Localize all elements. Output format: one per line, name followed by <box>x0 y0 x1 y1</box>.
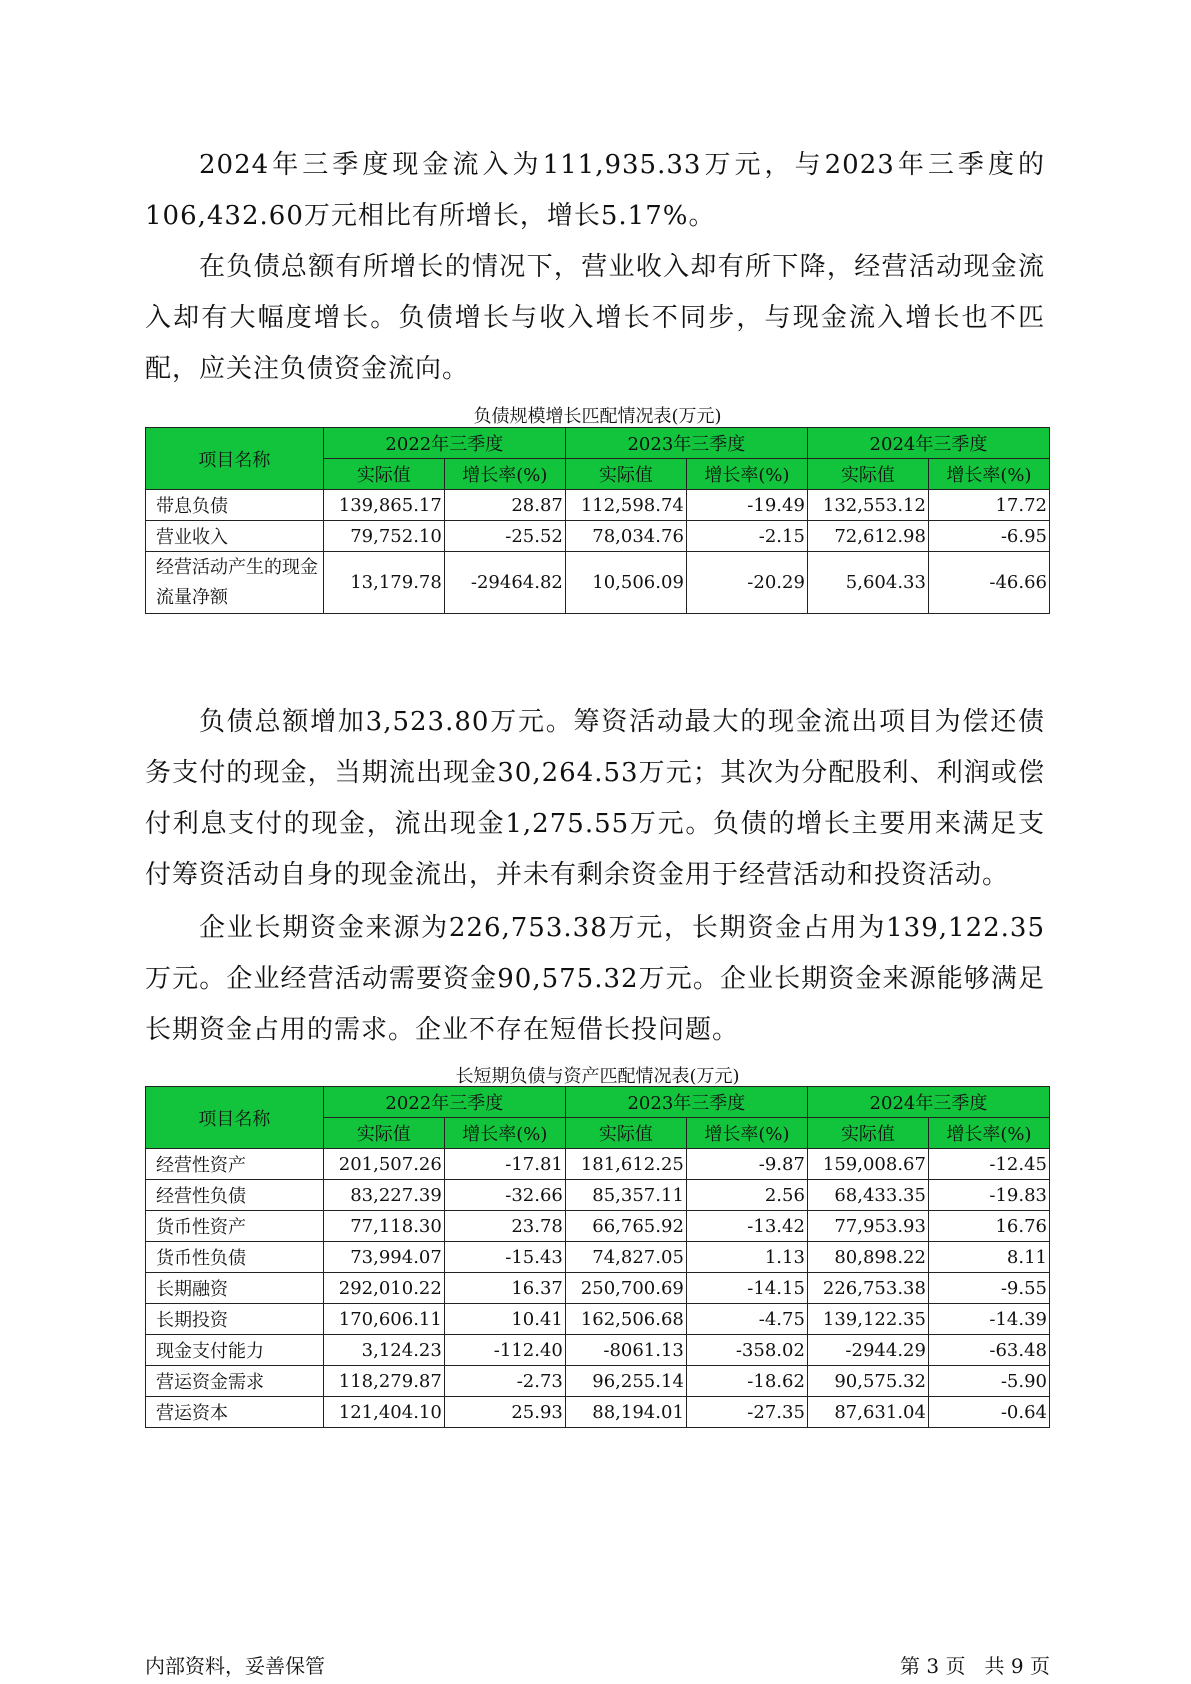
table-cell: 8.11 <box>928 1242 1049 1273</box>
subheader-actual: 实际值 <box>565 1118 686 1149</box>
subheader-growth: 增长率(%) <box>686 459 807 490</box>
table-cell: 118,279.87 <box>323 1366 444 1397</box>
row-label: 经营性负债 <box>146 1180 324 1211</box>
table-cell: 78,034.76 <box>565 521 686 552</box>
table-cell: 80,898.22 <box>807 1242 928 1273</box>
row-label: 经营活动产生的现金流量净额 <box>146 552 324 614</box>
row-label: 货币性负债 <box>146 1242 324 1273</box>
table-row <box>146 1149 1050 1180</box>
table-cell: -19.83 <box>928 1180 1049 1211</box>
table-row <box>146 490 1050 521</box>
table-cell: 25.93 <box>444 1397 565 1428</box>
table-cell: 162,506.68 <box>565 1304 686 1335</box>
table-cell: -15.43 <box>444 1242 565 1273</box>
table-cell: 72,612.98 <box>807 521 928 552</box>
table-cell: -27.35 <box>686 1397 807 1428</box>
table-cell: 16.76 <box>928 1211 1049 1242</box>
table-cell: 88,194.01 <box>565 1397 686 1428</box>
table-cell: 77,953.93 <box>807 1211 928 1242</box>
table-row <box>146 1335 1050 1366</box>
table-cell: -18.62 <box>686 1366 807 1397</box>
row-label: 经营性资产 <box>146 1149 324 1180</box>
table-cell: 16.37 <box>444 1273 565 1304</box>
table-cell: -12.45 <box>928 1149 1049 1180</box>
table-row <box>146 1180 1050 1211</box>
liability-growth-table <box>145 427 1050 614</box>
table-cell: -2944.29 <box>807 1335 928 1366</box>
subheader-growth: 增长率(%) <box>444 1118 565 1149</box>
column-header-item-name: 项目名称 <box>146 1087 324 1149</box>
table-cell: 13,179.78 <box>323 552 444 614</box>
table-cell: 2.56 <box>686 1180 807 1211</box>
paragraph-liability-growth: 在负债总额有所增长的情况下，营业收入却有所下降，经营活动现金流入却有大幅度增长。负债增长与收入增长不同步，与现金流入增长也不匹配，应关注负债资金流向。 <box>145 252 1045 384</box>
table-cell: -4.75 <box>686 1304 807 1335</box>
table-cell: -2.15 <box>686 521 807 552</box>
table-cell: 74,827.05 <box>565 1242 686 1273</box>
table-cell: -2.73 <box>444 1366 565 1397</box>
table-cell: -19.49 <box>686 490 807 521</box>
table-cell: 28.87 <box>444 490 565 521</box>
table-cell: -29464.82 <box>444 552 565 614</box>
row-label: 长期投资 <box>146 1304 324 1335</box>
table-cell: -13.42 <box>686 1211 807 1242</box>
table2-body <box>146 1149 1050 1428</box>
table-row <box>146 552 1050 614</box>
table-cell: -8061.13 <box>565 1335 686 1366</box>
subheader-growth: 增长率(%) <box>928 1118 1049 1149</box>
table-cell: -20.29 <box>686 552 807 614</box>
table-cell: 250,700.69 <box>565 1273 686 1304</box>
table-cell: -14.15 <box>686 1273 807 1304</box>
period-header-2022q3: 2022年三季度 <box>323 428 565 459</box>
table-row <box>146 1242 1050 1273</box>
table-cell: -46.66 <box>928 552 1049 614</box>
row-label: 现金支付能力 <box>146 1335 324 1366</box>
paragraph-long-term-funds: 企业长期资金来源为226,753.38万元，长期资金占用为139,122.35万元。企业经营活动需要资金90,575.32万元。企业长期资金来源能够满足长期资金占用的需求。企业不存在短借长投问题。 <box>145 913 1045 1045</box>
table-cell: 79,752.10 <box>323 521 444 552</box>
table-cell: 201,507.26 <box>323 1149 444 1180</box>
table-cell: -358.02 <box>686 1335 807 1366</box>
table-cell: -9.87 <box>686 1149 807 1180</box>
column-header-item-name: 项目名称 <box>146 428 324 490</box>
row-label: 营运资金需求 <box>146 1366 324 1397</box>
subheader-actual: 实际值 <box>807 459 928 490</box>
footer-confidential-note: 内部资料，妥善保管 <box>145 1654 325 1678</box>
period-header-2024q3: 2024年三季度 <box>807 1087 1049 1118</box>
table-row <box>146 1304 1050 1335</box>
table-cell: 139,865.17 <box>323 490 444 521</box>
paragraph-cash-inflow: 2024年三季度现金流入为111,935.33万元，与2023年三季度的106,432.60万元相比有所增长，增长5.17%。 <box>145 150 1045 231</box>
table-cell: -14.39 <box>928 1304 1049 1335</box>
table-cell: 170,606.11 <box>323 1304 444 1335</box>
table-row <box>146 1273 1050 1304</box>
subheader-actual: 实际值 <box>323 459 444 490</box>
table-cell: -112.40 <box>444 1335 565 1366</box>
table-cell: 121,404.10 <box>323 1397 444 1428</box>
table-row <box>146 521 1050 552</box>
table-cell: 85,357.11 <box>565 1180 686 1211</box>
row-label: 营运资本 <box>146 1397 324 1428</box>
table-cell: 292,010.22 <box>323 1273 444 1304</box>
table-cell: 73,994.07 <box>323 1242 444 1273</box>
table-cell: 112,598.74 <box>565 490 686 521</box>
table-cell: 5,604.33 <box>807 552 928 614</box>
table-cell: -6.95 <box>928 521 1049 552</box>
paragraph-liability-uses: 负债总额增加3,523.80万元。筹资活动最大的现金流出项目为偿还债务支付的现金，当期流出现金30,264.53万元；其次为分配股利、利润或偿付利息支付的现金，流出现金1,275.55万元。负债的增长主要用来满足支付筹资活动自身的现金流出，并未有剩余资金用于经营活动和投资活动。 <box>145 707 1045 890</box>
subheader-growth: 增长率(%) <box>686 1118 807 1149</box>
table-cell: -32.66 <box>444 1180 565 1211</box>
table-cell: -25.52 <box>444 521 565 552</box>
table-row <box>146 1366 1050 1397</box>
table-row <box>146 1211 1050 1242</box>
table-cell: -9.55 <box>928 1273 1049 1304</box>
period-header-2022q3: 2022年三季度 <box>323 1087 565 1118</box>
asset-liability-match-table <box>145 1086 1050 1428</box>
table-cell: 3,124.23 <box>323 1335 444 1366</box>
row-label: 带息负债 <box>146 490 324 521</box>
table-cell: -5.90 <box>928 1366 1049 1397</box>
table-cell: 90,575.32 <box>807 1366 928 1397</box>
subheader-actual: 实际值 <box>565 459 686 490</box>
table-cell: 83,227.39 <box>323 1180 444 1211</box>
table-cell: 68,433.35 <box>807 1180 928 1211</box>
table-cell: 77,118.30 <box>323 1211 444 1242</box>
table1-caption: 负债规模增长匹配情况表(万元) <box>473 406 722 427</box>
table-cell: 1.13 <box>686 1242 807 1273</box>
row-label: 长期融资 <box>146 1273 324 1304</box>
table-cell: 23.78 <box>444 1211 565 1242</box>
subheader-growth: 增长率(%) <box>928 459 1049 490</box>
table-row <box>146 1397 1050 1428</box>
table-cell: 132,553.12 <box>807 490 928 521</box>
table-cell: 66,765.92 <box>565 1211 686 1242</box>
table-cell: 17.72 <box>928 490 1049 521</box>
table-cell: 226,753.38 <box>807 1273 928 1304</box>
period-header-2024q3: 2024年三季度 <box>807 428 1049 459</box>
table-cell: -63.48 <box>928 1335 1049 1366</box>
table-cell: 159,008.67 <box>807 1149 928 1180</box>
period-header-2023q3: 2023年三季度 <box>565 428 807 459</box>
period-header-2023q3: 2023年三季度 <box>565 1087 807 1118</box>
subheader-growth: 增长率(%) <box>444 459 565 490</box>
subheader-actual: 实际值 <box>807 1118 928 1149</box>
table-cell: 10.41 <box>444 1304 565 1335</box>
subheader-actual: 实际值 <box>323 1118 444 1149</box>
table-cell: -0.64 <box>928 1397 1049 1428</box>
table2-caption: 长短期负债与资产匹配情况表(万元) <box>455 1066 740 1087</box>
table-cell: 139,122.35 <box>807 1304 928 1335</box>
table-cell: 181,612.25 <box>565 1149 686 1180</box>
table-cell: 96,255.14 <box>565 1366 686 1397</box>
row-label: 货币性资产 <box>146 1211 324 1242</box>
table-cell: -17.81 <box>444 1149 565 1180</box>
table-cell: 87,631.04 <box>807 1397 928 1428</box>
footer-page-number: 第 3 页 共 9 页 <box>900 1654 1050 1678</box>
row-label: 营业收入 <box>146 521 324 552</box>
table-cell: 10,506.09 <box>565 552 686 614</box>
